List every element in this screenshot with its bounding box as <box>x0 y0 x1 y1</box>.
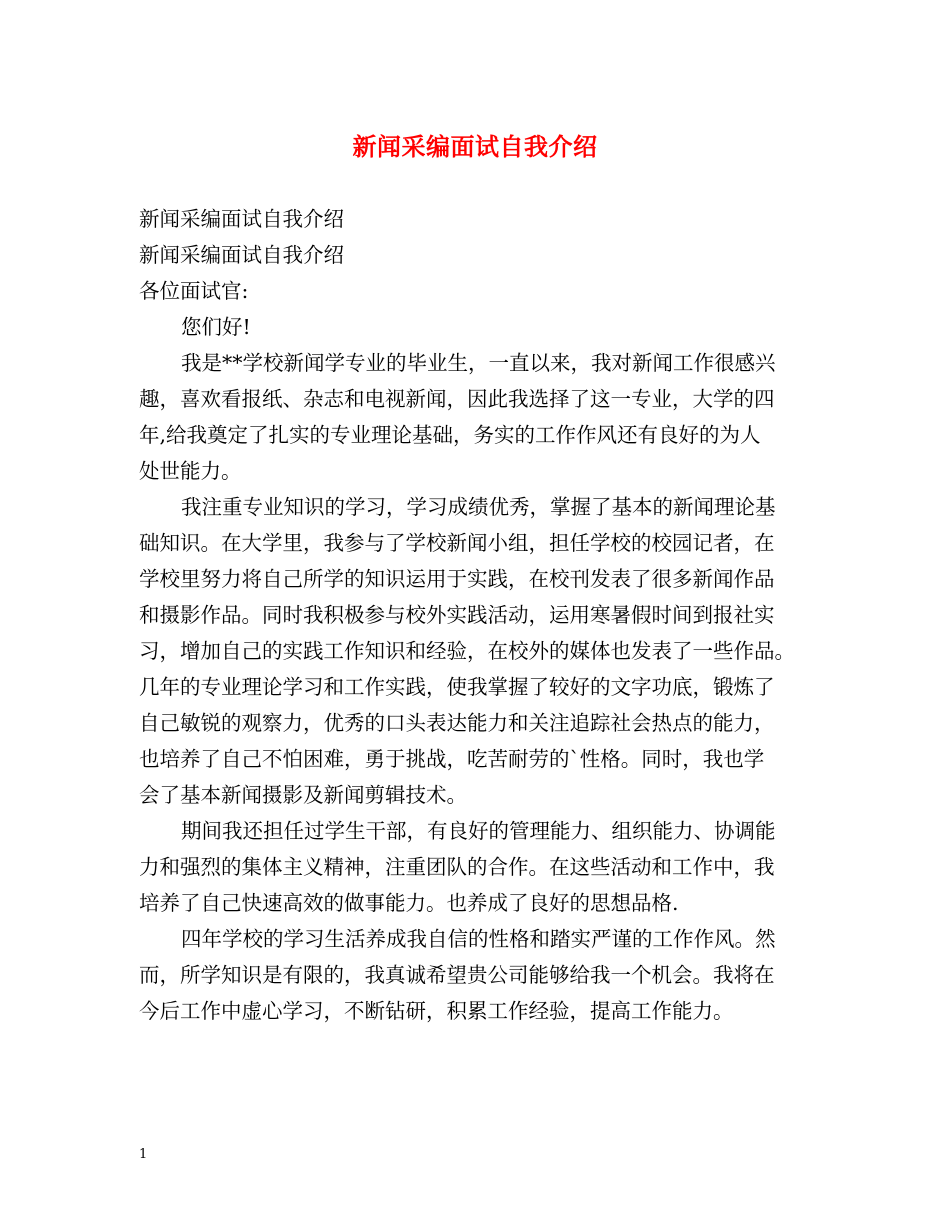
text-line: 力和强烈的集体主义精神，注重团队的合作。在这些活动和工作中，我 <box>139 855 775 879</box>
page-number: 1 <box>139 1147 148 1162</box>
text-line: 您们好! <box>181 315 251 339</box>
text-line: 我注重专业知识的学习，学习成绩优秀，掌握了基本的新闻理论基 <box>181 495 776 519</box>
text-line: 也培养了自己不怕困难，勇于挑战，吃苦耐劳的`性格。同时，我也学 <box>139 747 765 771</box>
text-line: 会了基本新闻摄影及新闻剪辑技术。 <box>139 783 467 807</box>
text-line: 培养了自己快速高效的做事能力。也养成了良好的思想品格. <box>139 891 679 915</box>
text-line: 各位面试官: <box>139 279 249 303</box>
text-line: 今后工作中虚心学习，不断钻研，积累工作经验，提高工作能力。 <box>139 999 734 1023</box>
text-line: 新闻采编面试自我介绍 <box>139 207 344 231</box>
text-line: 习，增加自己的实践工作知识和经验，在校外的媒体也发表了一些作品。 <box>139 639 795 663</box>
document-title: 新闻采编面试自我介绍 <box>352 132 598 161</box>
text-line: 新闻采编面试自我介绍 <box>139 243 344 267</box>
text-line: 四年学校的学习生活养成我自信的性格和踏实严谨的工作作风。然 <box>181 927 776 951</box>
text-line: 我是**学校新闻学专业的毕业生，一直以来，我对新闻工作很感兴 <box>181 351 776 375</box>
text-line: 趣，喜欢看报纸、杂志和电视新闻，因此我选择了这一专业，大学的四 <box>139 387 775 411</box>
text-line: 而，所学知识是有限的，我真诚希望贵公司能够给我一个机会。我将在 <box>139 963 775 987</box>
text-line: 处世能力。 <box>139 459 242 483</box>
text-line: 期间我还担任过学生干部，有良好的管理能力、组织能力、协调能 <box>181 819 776 843</box>
text-line: 础知识。在大学里，我参与了学校新闻小组，担任学校的校园记者，在 <box>139 531 775 555</box>
text-line: 几年的专业理论学习和工作实践，使我掌握了较好的文字功底，锻炼了 <box>139 675 775 699</box>
text-line: 年,给我奠定了扎实的专业理论基础，务实的工作作风还有良好的为人 <box>139 423 761 447</box>
document-body <box>139 201 819 1029</box>
text-line: 自己敏锐的观察力，优秀的口头表达能力和关注追踪社会热点的能力， <box>139 711 775 735</box>
text-line: 学校里努力将自己所学的知识运用于实践，在校刊发表了很多新闻作品 <box>139 567 775 591</box>
text-line: 和摄影作品。同时我积极参与校外实践活动，运用寒暑假时间到报社实 <box>139 603 775 627</box>
